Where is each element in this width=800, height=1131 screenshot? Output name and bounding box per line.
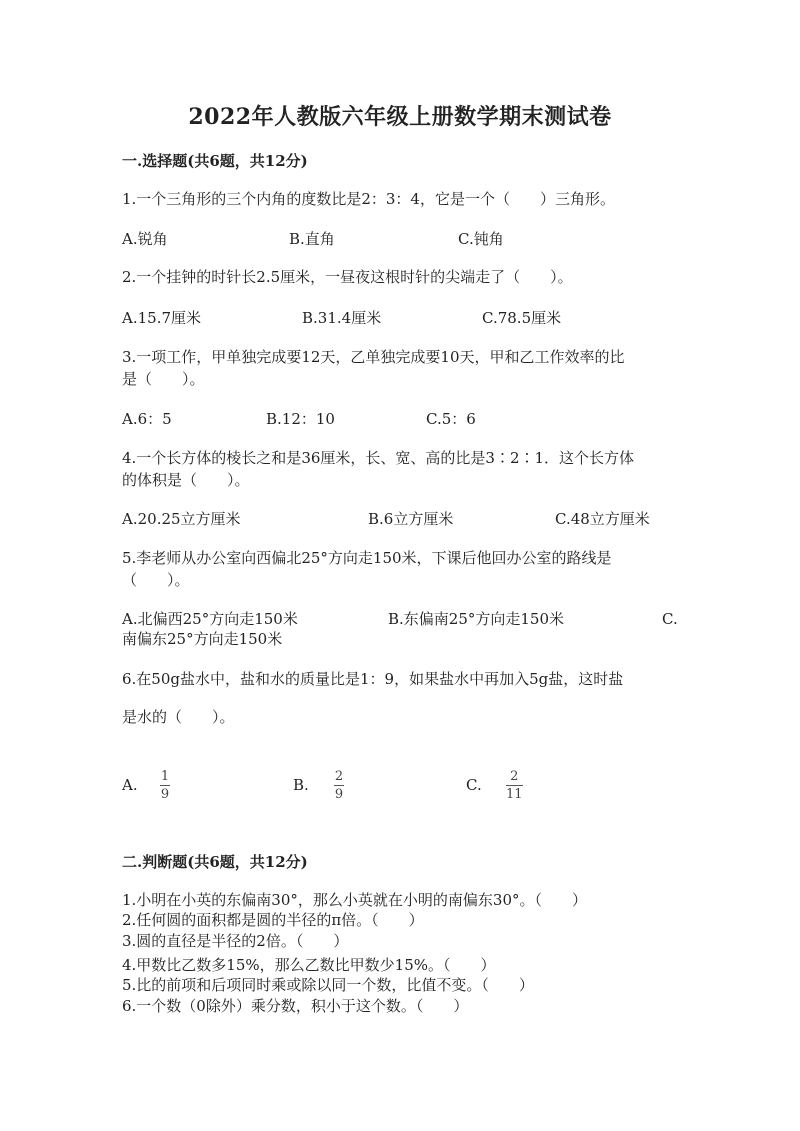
fraction-denominator: 9 [160,787,170,802]
question-4-line-2: 的体积是（ ）。 [122,471,250,489]
q5-option-a: A.北偏西25°方向走150米 [122,610,298,628]
q6-option-b-label: B. [293,776,309,794]
fraction-numerator: 2 [334,769,344,784]
question-3-line-1: 3.一项工作，甲单独完成要12天，乙单独完成要10天，甲和乙工作效率的比 [122,348,625,366]
section-heading-true-false: 二.判断题(共6题，共12分) [122,853,308,871]
tf-item-5: 5.比的前项和后项同时乘或除以同一个数，比值不变。（ ） [122,976,534,994]
q3-option-b: B.12：10 [266,410,335,428]
q1-option-a: A.锐角 [122,230,168,248]
q4-option-b: B.6立方厘米 [368,510,454,528]
q6-option-c-fraction [506,766,523,802]
q5-option-c-continued: 南偏东25°方向走150米 [122,630,283,648]
fraction-numerator: 2 [510,769,519,784]
q5-option-c: C. [662,610,678,628]
fraction-bar [506,785,523,786]
page-title: 2022年人教版六年级上册数学期末测试卷 [188,104,612,130]
fraction-numerator: 1 [160,769,170,784]
q6-option-a-label: A. [122,776,138,794]
question-5-line-1: 5.李老师从办公室向西偏北25°方向走150米，下课后他回办公室的路线是 [122,549,612,567]
q4-option-a: A.20.25立方厘米 [122,510,241,528]
q3-option-c: C.5：6 [426,410,476,428]
fraction-bar [160,785,170,786]
q6-option-c-label: C. [466,776,482,794]
tf-item-3: 3.圆的直径是半径的2倍。（ ） [122,932,349,950]
question-2: 2.一个挂钟的时针长2.5厘米，一昼夜这根时针的尖端走了（ ）。 [122,268,573,286]
q2-option-b: B.31.4厘米 [302,309,382,327]
q2-option-c: C.78.5厘米 [482,309,562,327]
q6-option-b-fraction [334,766,344,802]
tf-item-2: 2.任何圆的面积都是圆的半径的π倍。（ ） [122,911,424,929]
fraction-denominator: 11 [506,787,523,802]
question-3-line-2: 是（ ）。 [122,370,205,388]
tf-item-4: 4.甲数比乙数多15%，那么乙数比甲数少15%。（ ） [122,956,496,974]
fraction-bar [334,785,344,786]
q2-option-a: A.15.7厘米 [122,309,201,327]
question-4-line-1: 4.一个长方体的棱长之和是36厘米，长、宽、高的比是3∶2∶1．这个长方体 [122,449,635,467]
question-1: 1.一个三角形的三个内角的度数比是2：3：4，它是一个（ ）三角形。 [122,190,615,208]
q1-option-c: C.钝角 [458,230,504,248]
q5-option-b: B.东偏南25°方向走150米 [388,610,565,628]
q3-option-a: A.6：5 [122,410,172,428]
question-5-line-2: （ ）。 [122,571,190,589]
q1-option-b: B.直角 [289,230,335,248]
tf-item-6: 6.一个数（0除外）乘分数，积小于这个数。（ ） [122,997,469,1015]
question-6-line-2: 是水的（ ）。 [122,708,235,726]
q4-option-c: C.48立方厘米 [555,510,650,528]
q6-option-a-fraction [160,766,170,802]
tf-item-1: 1.小明在小英的东偏南30°，那么小英就在小明的南偏东30°。（ ） [122,891,587,909]
fraction-denominator: 9 [334,787,344,802]
question-6-line-1: 6.在50g盐水中，盐和水的质量比是1：9，如果盐水中再加入5g盐，这时盐 [122,670,624,688]
section-heading-choice: 一.选择题(共6题，共12分) [122,152,308,170]
